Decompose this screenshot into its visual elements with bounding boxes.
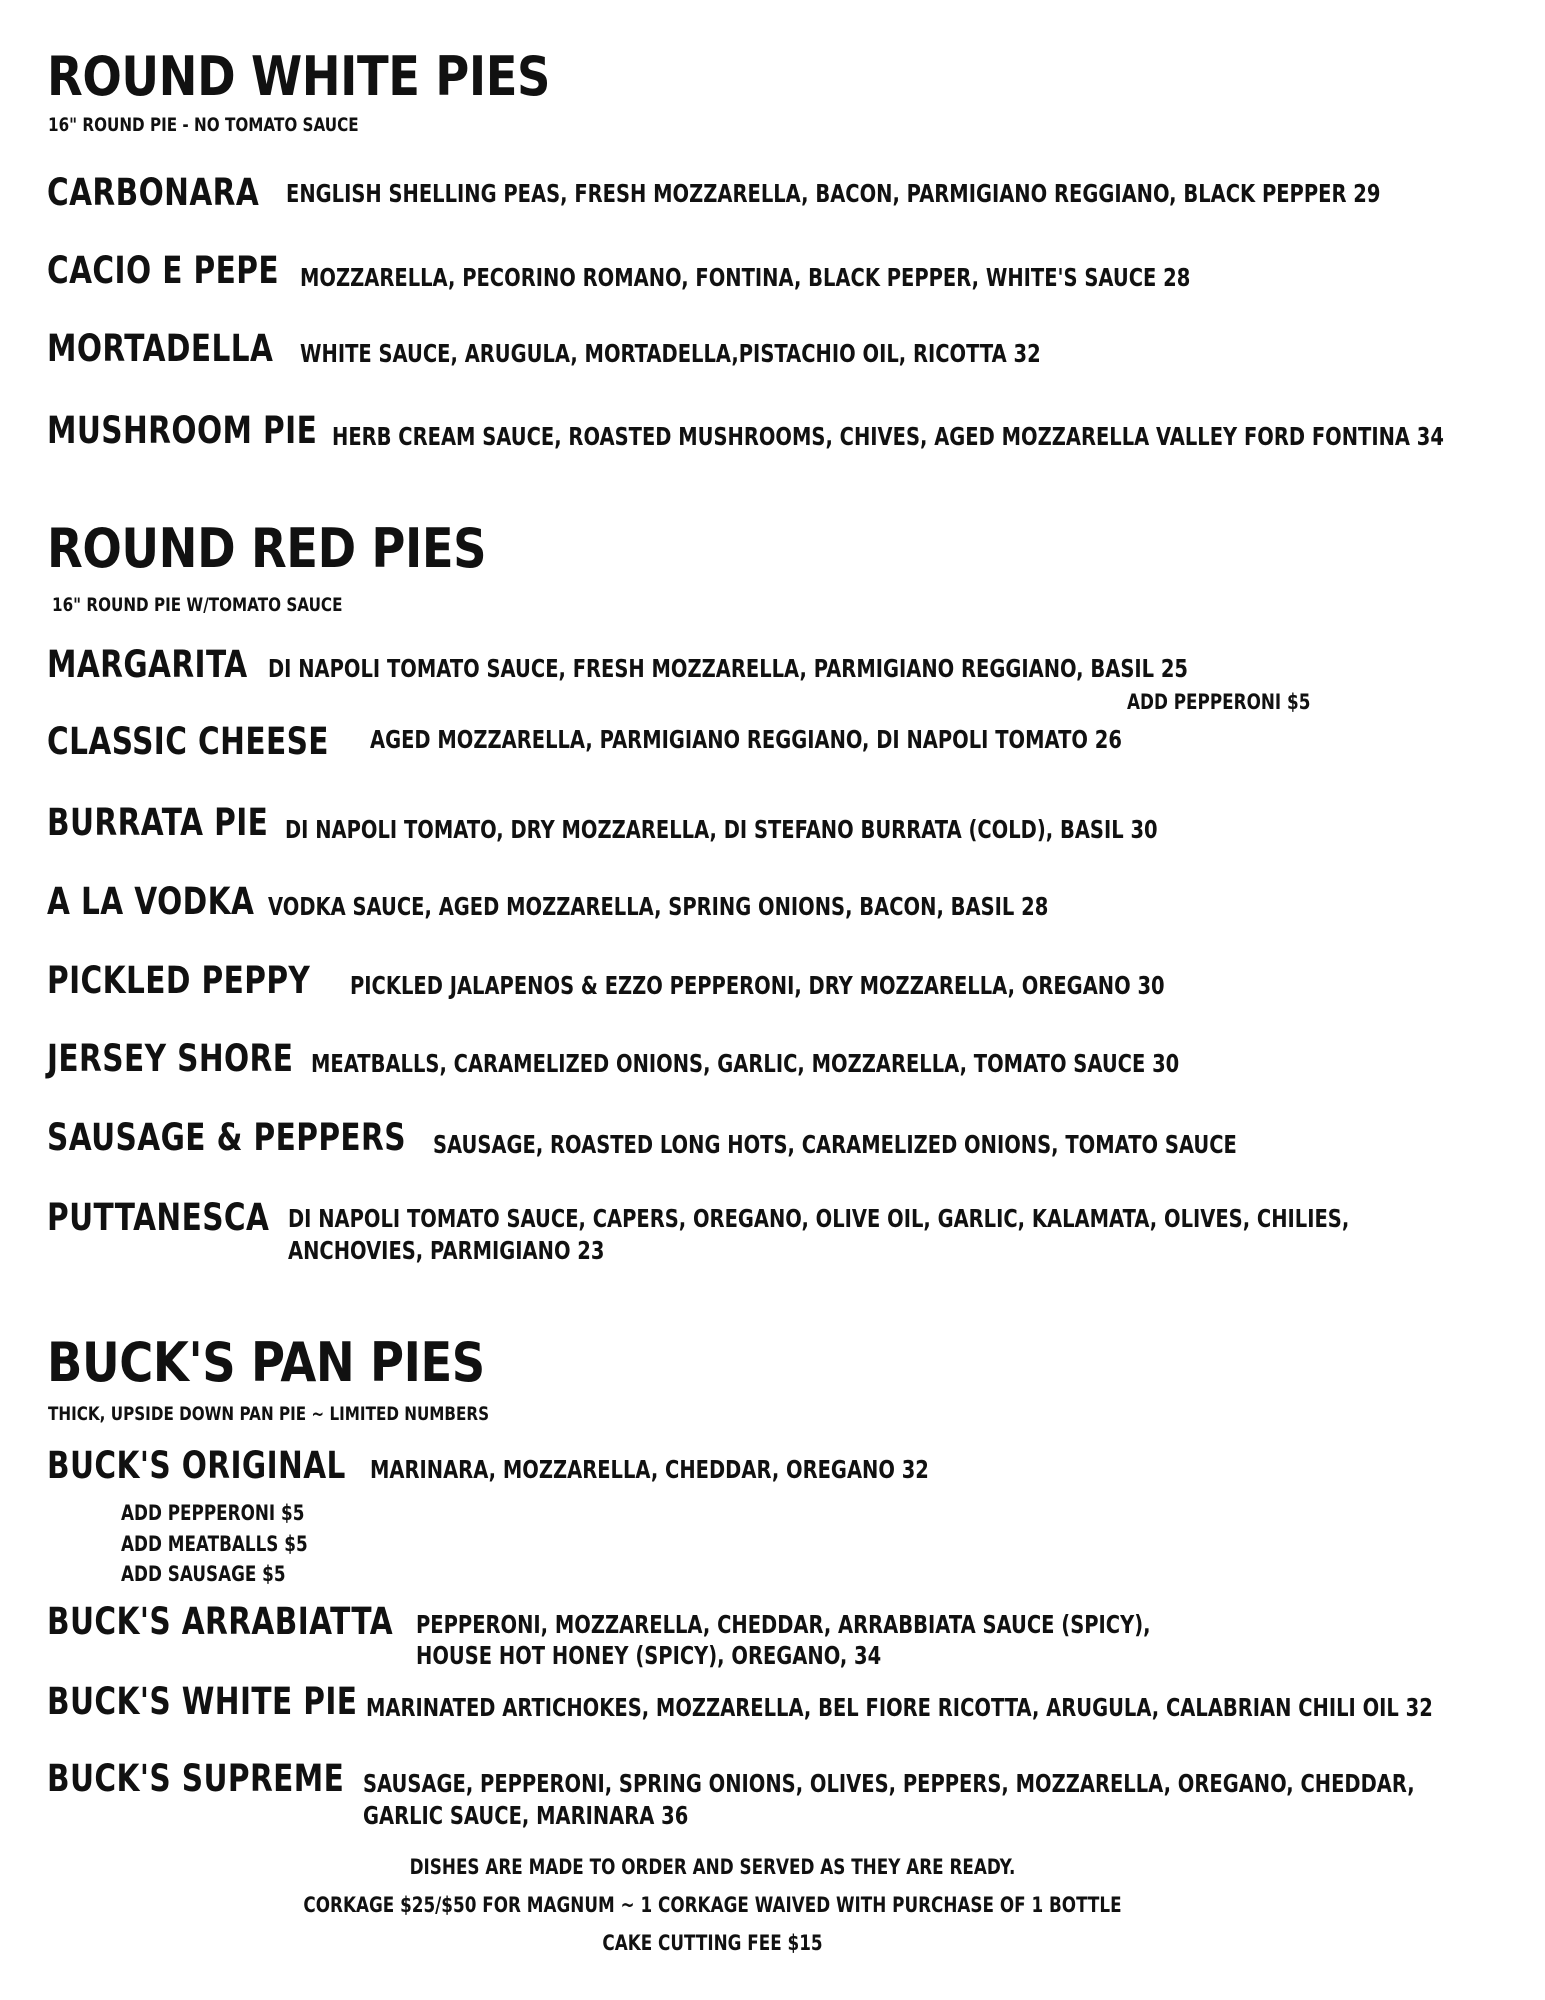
footer-made-to-order: DISHES ARE MADE TO ORDER AND SERVED AS THEY ARE READY. — [409, 1855, 1016, 1879]
red-section-title: ROUND RED PIES — [47, 517, 487, 580]
item-desc-pickled-peppy: PICKLED JALAPENOS & EZZO PEPPERONI, DRY MOZZARELLA, OREGANO 30 — [350, 971, 1165, 1000]
item-name-burrata-pie: BURRATA PIE — [47, 801, 269, 844]
addon-pepperoni: ADD PEPPERONI $5 — [121, 1501, 305, 1525]
item-desc-mushroom-pie: HERB CREAM SAUCE, ROASTED MUSHROOMS, CHIVES, AGED MOZZARELLA VALLEY FORD FONTINA 34 — [332, 422, 1444, 451]
item-name-mushroom-pie: MUSHROOM PIE — [47, 409, 318, 452]
item-desc-bucks-original: MARINARA, MOZZARELLA, CHEDDAR, OREGANO 32 — [370, 1455, 929, 1484]
item-desc-sausage-peppers: SAUSAGE, ROASTED LONG HOTS, CARAMELIZED ONIONS, TOMATO SAUCE — [433, 1130, 1237, 1159]
white-section-subtitle: 16" ROUND PIE - NO TOMATO SAUCE — [48, 114, 359, 136]
item-name-jersey-shore: JERSEY SHORE — [47, 1037, 294, 1080]
addon-meatballs: ADD MEATBALLS $5 — [121, 1532, 308, 1556]
item-name-a-la-vodka: A LA VODKA — [47, 880, 255, 923]
addon-sausage: ADD SAUSAGE $5 — [121, 1562, 286, 1586]
item-desc-bucks-supreme-line2: GARLIC SAUCE, MARINARA 36 — [363, 1801, 689, 1830]
item-desc-margarita: DI NAPOLI TOMATO SAUCE, FRESH MOZZARELLA, PARMIGIANO REGGIANO, BASIL 25 — [268, 654, 1188, 683]
item-name-puttanesca: PUTTANESCA — [47, 1196, 270, 1239]
item-desc-classic-cheese: AGED MOZZARELLA, PARMIGIANO REGGIANO, DI NAPOLI TOMATO 26 — [370, 725, 1122, 754]
item-desc-puttanesca-line1: DI NAPOLI TOMATO SAUCE, CAPERS, OREGANO, OLIVE OIL, GARLIC, KALAMATA, OLIVES, CHILIES, — [288, 1204, 1350, 1233]
add-pepperoni-note: ADD PEPPERONI $5 — [1127, 690, 1311, 714]
pan-section-title: BUCK'S PAN PIES — [47, 1331, 485, 1394]
item-desc-mortadella: WHITE SAUCE, ARUGULA, MORTADELLA,PISTACHIO OIL, RICOTTA 32 — [300, 339, 1041, 368]
item-name-mortadella: MORTADELLA — [47, 327, 274, 370]
footer-cake-fee: CAKE CUTTING FEE $15 — [602, 1931, 823, 1955]
item-desc-a-la-vodka: VODKA SAUCE, AGED MOZZARELLA, SPRING ONIONS, BACON, BASIL 28 — [268, 892, 1049, 921]
item-desc-cacio-e-pepe: MOZZARELLA, PECORINO ROMANO, FONTINA, BLACK PEPPER, WHITE'S SAUCE 28 — [300, 263, 1191, 292]
item-name-sausage-peppers: SAUSAGE & PEPPERS — [47, 1116, 406, 1159]
item-name-pickled-peppy: PICKLED PEPPY — [47, 959, 311, 1002]
item-name-margarita: MARGARITA — [47, 643, 248, 686]
item-name-bucks-white-pie: BUCK'S WHITE PIE — [47, 1680, 358, 1723]
red-section-subtitle: 16" ROUND PIE W/TOMATO SAUCE — [52, 594, 343, 616]
item-desc-bucks-arrabiatta-line2: HOUSE HOT HONEY (SPICY), OREGANO, 34 — [416, 1641, 882, 1670]
item-desc-carbonara: ENGLISH SHELLING PEAS, FRESH MOZZARELLA, BACON, PARMIGIANO REGGIANO, BLACK PEPPER 29 — [286, 179, 1381, 208]
item-desc-bucks-supreme-line1: SAUSAGE, PEPPERONI, SPRING ONIONS, OLIVES, PEPPERS, MOZZARELLA, OREGANO, CHEDDAR, — [363, 1769, 1415, 1798]
pan-section-subtitle: THICK, UPSIDE DOWN PAN PIE ~ LIMITED NUMBERS — [48, 1403, 490, 1425]
footer-corkage: CORKAGE $25/$50 FOR MAGNUM ~ 1 CORKAGE WAIVED WITH PURCHASE OF 1 BOTTLE — [303, 1893, 1122, 1917]
item-name-classic-cheese: CLASSIC CHEESE — [47, 720, 329, 763]
item-name-bucks-supreme: BUCK'S SUPREME — [47, 1757, 345, 1800]
item-desc-bucks-white-pie: MARINATED ARTICHOKES, MOZZARELLA, BEL FIORE RICOTTA, ARUGULA, CALABRIAN CHILI OIL 32 — [366, 1693, 1433, 1722]
item-desc-jersey-shore: MEATBALLS, CARAMELIZED ONIONS, GARLIC, MOZZARELLA, TOMATO SAUCE 30 — [311, 1049, 1180, 1078]
item-name-cacio-e-pepe: CACIO E PEPE — [47, 249, 279, 292]
item-name-bucks-arrabiatta: BUCK'S ARRABIATTA — [47, 1600, 394, 1643]
item-desc-puttanesca-line2: ANCHOVIES, PARMIGIANO 23 — [288, 1236, 605, 1265]
item-name-carbonara: CARBONARA — [47, 171, 260, 214]
white-section-title: ROUND WHITE PIES — [47, 45, 551, 108]
item-desc-bucks-arrabiatta-line1: PEPPERONI, MOZZARELLA, CHEDDAR, ARRABBIATA SAUCE (SPICY), — [416, 1610, 1151, 1639]
item-desc-burrata-pie: DI NAPOLI TOMATO, DRY MOZZARELLA, DI STEFANO BURRATA (COLD), BASIL 30 — [285, 815, 1158, 844]
item-name-bucks-original: BUCK'S ORIGINAL — [47, 1444, 346, 1487]
